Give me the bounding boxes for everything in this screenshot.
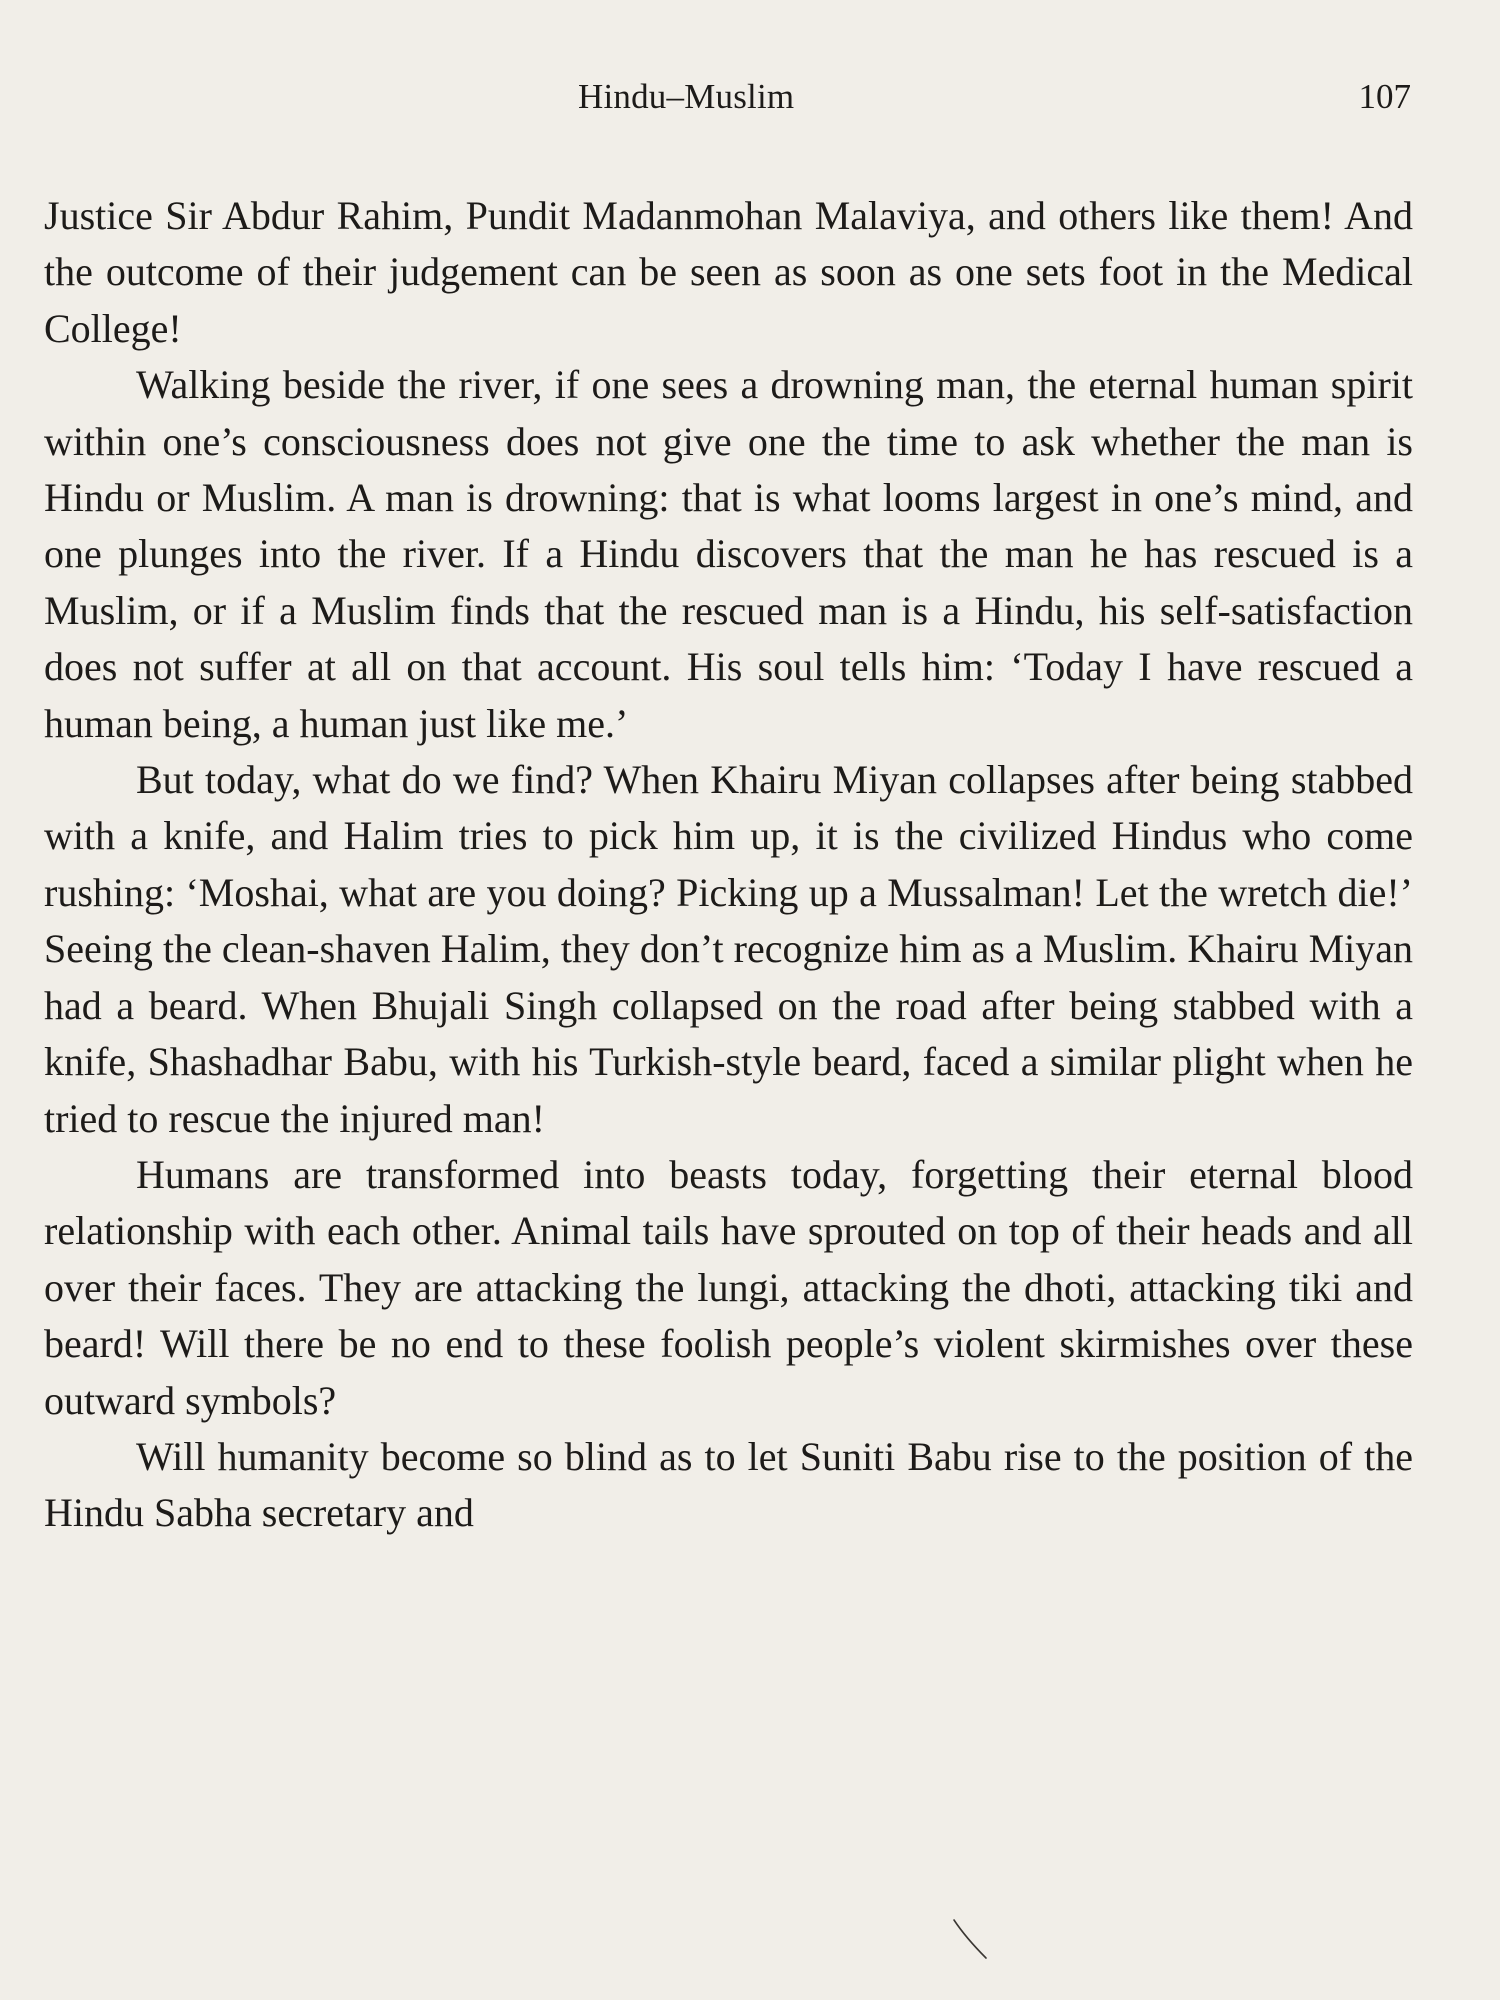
page-number: 107 <box>1358 77 1411 116</box>
paragraph: Humans are transformed into beasts today, forgetting their eternal blood relationship with each other. Animal tails have sprouted on top of their heads and all over their faces. They are attacking the lungi, attacking the dhoti, attacking tiki and beard! Will there be no end to these foolish people’s violent skirmishes over these outward symbols? <box>44 1151 1413 1423</box>
body-text <box>44 188 1413 1542</box>
paragraph: Will humanity become so blind as to let Suniti Babu rise to the position of the Hindu Sabha secretary and <box>44 1433 1413 1536</box>
paragraph: Justice Sir Abdur Rahim, Pundit Madanmohan Malaviya, and others like them! And the outcome of their judgement can be seen as soon as one sets foot in the Medical College! <box>44 193 1413 351</box>
page-header <box>0 72 1500 122</box>
running-head: Hindu–Muslim <box>578 77 795 116</box>
paragraph: But today, what do we find? When Khairu Miyan collapses after being stabbed with a knife, and Halim tries to pick him up, it is the civilized Hindus who come rushing: ‘Moshai, what are you doing? Picking up a Mussalman! Let the wretch die!’ Seeing the clean-shaven Halim, they don’t recognize him as a Muslim. Khairu Miyan had a beard. When Bhujali Singh collapsed on the road after being stabbed with a knife, Shashadhar Babu, with his Turkish-style beard, faced a similar plight when he tried to rescue the injured man! <box>44 757 1413 1141</box>
paragraph: Walking beside the river, if one sees a drowning man, the eternal human spirit within one’s consciousness does not give one the time to ask whether the man is Hindu or Muslim. A man is drowning: that is what looms largest in one’s mind, and one plunges into the river. If a Hindu discovers that the man he has rescued is a Muslim, or if a Muslim finds that the rescued man is a Hindu, his self-satisfaction does not suffer at all on that account. His soul tells him: ‘Today I have rescued a human being, a human just like me.’ <box>44 362 1413 746</box>
pen-mark <box>952 1918 990 1962</box>
